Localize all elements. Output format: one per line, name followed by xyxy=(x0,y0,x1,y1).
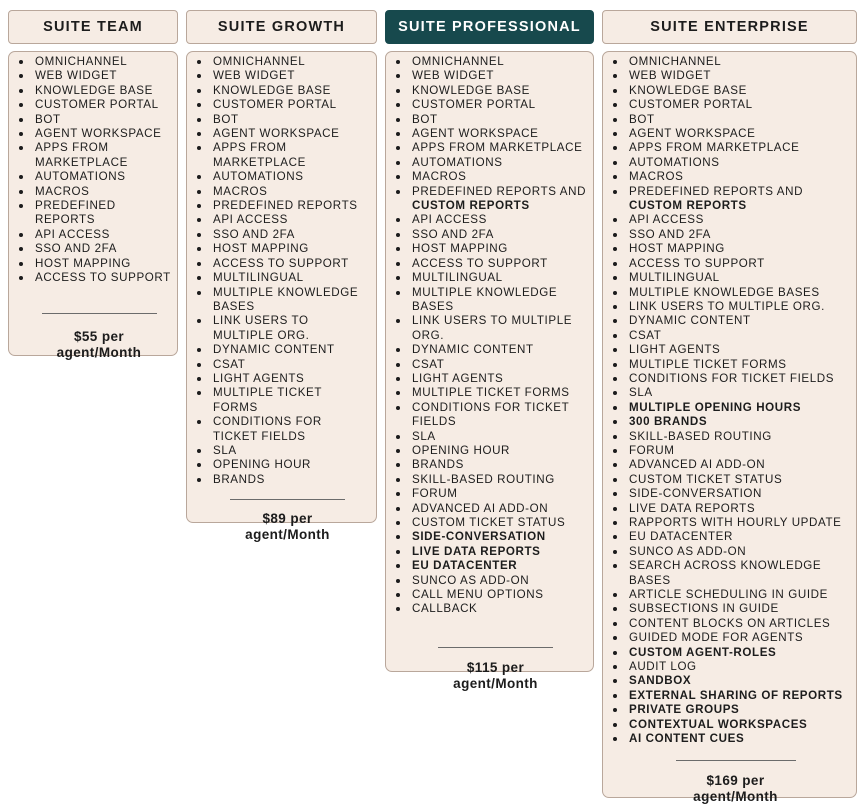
divider xyxy=(42,313,157,314)
feature-item xyxy=(404,213,587,227)
feature-label: SUNCO AS ADD-ON xyxy=(412,573,530,587)
price-amount: $115 per xyxy=(466,659,525,675)
feature-item xyxy=(621,545,850,559)
feature-label: KNOWLEDGE BASE xyxy=(35,83,153,97)
plan-title: SUITE ENTERPRISE xyxy=(602,10,857,44)
feature-item xyxy=(621,458,850,472)
divider xyxy=(230,499,345,500)
feature-item xyxy=(621,674,850,688)
feature-item xyxy=(621,732,850,746)
feature-label: DYNAMIC CONTENT xyxy=(213,343,335,357)
feature-label: LIGHT AGENTS xyxy=(412,371,504,385)
feature-item xyxy=(205,358,370,372)
feature-label: CSAT xyxy=(629,328,662,342)
feature-item xyxy=(621,372,850,386)
feature-label: OMNICHANNEL xyxy=(412,55,505,68)
price-amount: $89 per xyxy=(262,511,313,527)
feature-label-bold: CUSTOM REPORTS xyxy=(629,199,747,213)
feature-item xyxy=(404,127,587,141)
feature-item xyxy=(404,185,587,214)
feature-label: RAPPORTS WITH HOURLY UPDATE xyxy=(629,516,842,529)
feature-label: BRANDS xyxy=(213,472,265,486)
feature-item xyxy=(621,646,850,660)
feature-item xyxy=(621,444,850,458)
feature-label: EU DATACENTER xyxy=(629,530,733,544)
feature-label: EXTERNAL SHARING OF REPORTS xyxy=(629,688,843,702)
feature-item xyxy=(621,631,850,645)
feature-label: ACCESS TO SUPPORT xyxy=(412,256,548,270)
feature-item xyxy=(404,343,587,357)
feature-label: EU DATACENTER xyxy=(412,559,518,573)
feature-label: KNOWLEDGE BASE xyxy=(213,83,331,97)
feature-item xyxy=(404,55,587,69)
feature-item xyxy=(621,156,850,170)
feature-item xyxy=(27,98,171,112)
plan-suite-growth xyxy=(186,10,377,543)
feature-item xyxy=(27,69,171,83)
feature-item xyxy=(621,588,850,602)
feature-label: SANDBOX xyxy=(629,674,692,688)
price xyxy=(205,511,370,543)
feature-item xyxy=(621,502,850,516)
feature-item xyxy=(27,199,171,228)
feature-item xyxy=(621,228,850,242)
feature-label: LINK USERS TO MULTIPLE ORG. xyxy=(412,314,573,342)
feature-item xyxy=(205,343,370,357)
feature-label: MACROS xyxy=(213,184,268,198)
feature-label: OMNICHANNEL xyxy=(35,55,128,68)
feature-item xyxy=(404,257,587,271)
feature-item xyxy=(621,530,850,544)
feature-label: HOST MAPPING xyxy=(213,242,309,256)
feature-item xyxy=(404,156,587,170)
feature-label: MACROS xyxy=(412,170,467,184)
feature-label: WEB WIDGET xyxy=(629,69,711,83)
feature-list xyxy=(404,55,587,617)
feature-label: APPS FROM MARKETPLACE xyxy=(629,141,800,155)
feature-item xyxy=(621,718,850,732)
plan-card xyxy=(8,51,178,360)
feature-item xyxy=(404,271,587,285)
feature-label-bold: CUSTOM REPORTS xyxy=(412,199,530,213)
feature-item xyxy=(205,473,370,487)
feature-item xyxy=(205,213,370,227)
price-unit: agent/Month xyxy=(693,788,778,804)
feature-label: CUSTOM TICKET STATUS xyxy=(412,516,566,529)
feature-item xyxy=(27,228,171,242)
feature-item xyxy=(621,55,850,69)
feature-label: MULTILINGUAL xyxy=(213,271,304,285)
feature-item xyxy=(621,127,850,141)
feature-item xyxy=(621,660,850,674)
feature-item xyxy=(621,401,850,415)
feature-item xyxy=(621,242,850,256)
feature-item xyxy=(205,386,370,415)
feature-item xyxy=(621,559,850,588)
feature-item xyxy=(27,170,171,184)
feature-label: SLA xyxy=(412,429,436,443)
feature-list xyxy=(205,55,370,487)
feature-label: PREDEFINED REPORTS AND xyxy=(629,184,804,198)
feature-item xyxy=(404,516,587,530)
feature-item xyxy=(621,430,850,444)
feature-label: AGENT WORKSPACE xyxy=(213,127,340,141)
feature-item xyxy=(621,213,850,227)
feature-item xyxy=(27,242,171,256)
feature-label: MULTIPLE KNOWLEDGE BASES xyxy=(629,285,820,299)
feature-label: AUTOMATIONS xyxy=(35,170,126,184)
feature-item xyxy=(205,444,370,458)
feature-item xyxy=(205,415,370,444)
feature-item xyxy=(621,84,850,98)
feature-label: ACCESS TO SUPPORT xyxy=(629,256,765,270)
feature-label: WEB WIDGET xyxy=(213,69,295,83)
feature-label: SKILL-BASED ROUTING xyxy=(412,472,555,486)
price-unit: agent/Month xyxy=(453,675,538,691)
feature-label: MULTIPLE KNOWLEDGE BASES xyxy=(412,285,558,313)
feature-item xyxy=(404,602,587,616)
feature-item xyxy=(404,98,587,112)
price-amount: $55 per xyxy=(73,328,125,344)
feature-label: LINK USERS TO MULTIPLE ORG. xyxy=(629,299,825,313)
feature-label: SUBSECTIONS IN GUIDE xyxy=(629,602,779,616)
feature-label: API ACCESS xyxy=(629,213,704,227)
plan-title: SUITE GROWTH xyxy=(186,10,377,44)
feature-label: CALL MENU OPTIONS xyxy=(412,588,544,602)
price-unit: agent/Month xyxy=(56,344,142,360)
feature-label: AI CONTENT CUES xyxy=(629,732,745,746)
feature-item xyxy=(404,502,587,516)
feature-item xyxy=(404,170,587,184)
feature-label: MACROS xyxy=(629,170,684,184)
feature-item xyxy=(205,271,370,285)
feature-item xyxy=(621,415,850,429)
feature-item xyxy=(621,185,850,214)
feature-item xyxy=(404,430,587,444)
feature-label: BRANDS xyxy=(412,458,464,472)
feature-label: MULTILINGUAL xyxy=(412,271,503,285)
feature-item xyxy=(205,314,370,343)
feature-item xyxy=(404,84,587,98)
feature-label: LIGHT AGENTS xyxy=(213,371,305,385)
feature-item xyxy=(621,386,850,400)
feature-label: GUIDED MODE FOR AGENTS xyxy=(629,631,804,645)
feature-label: MULTIPLE TICKET FORMS xyxy=(412,386,570,400)
feature-item xyxy=(404,372,587,386)
feature-label: WEB WIDGET xyxy=(35,69,117,83)
plan-card xyxy=(186,51,377,543)
feature-item xyxy=(27,84,171,98)
feature-item xyxy=(205,170,370,184)
feature-item xyxy=(621,343,850,357)
feature-item xyxy=(404,487,587,501)
feature-item xyxy=(404,386,587,400)
feature-label: KNOWLEDGE BASE xyxy=(412,83,530,97)
feature-item xyxy=(27,113,171,127)
price-unit: agent/Month xyxy=(245,527,330,543)
feature-label: AUDIT LOG xyxy=(629,660,697,674)
feature-label: APPS FROM MARKETPLACE xyxy=(412,141,583,155)
feature-label: SEARCH ACROSS KNOWLEDGE BASES xyxy=(629,559,822,587)
plan-title: SUITE TEAM xyxy=(8,10,178,44)
feature-item xyxy=(205,458,370,472)
feature-item xyxy=(404,228,587,242)
feature-label: LIVE DATA REPORTS xyxy=(629,501,756,515)
feature-label: API ACCESS xyxy=(35,227,110,241)
feature-item xyxy=(404,444,587,458)
feature-item xyxy=(621,473,850,487)
feature-item xyxy=(621,300,850,314)
feature-label: CUSTOM AGENT-ROLES xyxy=(629,645,777,659)
feature-label: CONTENT BLOCKS ON ARTICLES xyxy=(629,616,831,630)
feature-item xyxy=(205,55,370,69)
price xyxy=(404,660,587,692)
feature-item xyxy=(205,185,370,199)
feature-label: OPENING HOUR xyxy=(412,443,511,457)
feature-item xyxy=(205,242,370,256)
feature-label: SSO AND 2FA xyxy=(35,242,117,256)
feature-label: BOT xyxy=(412,112,438,126)
feature-item xyxy=(621,141,850,155)
feature-label: PREDEFINED REPORTS AND xyxy=(412,184,587,198)
feature-label: HOST MAPPING xyxy=(35,256,131,270)
price-amount: $169 per xyxy=(706,772,765,788)
feature-item xyxy=(205,127,370,141)
divider xyxy=(676,760,796,761)
feature-label: CONDITIONS FOR TICKET FIELDS xyxy=(629,371,835,385)
feature-label: API ACCESS xyxy=(412,213,487,227)
feature-item xyxy=(621,271,850,285)
feature-label: AUTOMATIONS xyxy=(629,155,720,169)
feature-item xyxy=(404,401,587,430)
feature-item xyxy=(621,329,850,343)
feature-label: APPS FROM MARKETPLACE xyxy=(213,141,306,169)
feature-item xyxy=(205,372,370,386)
feature-label: AGENT WORKSPACE xyxy=(412,127,539,141)
feature-label: AUTOMATIONS xyxy=(213,170,304,184)
feature-label: DYNAMIC CONTENT xyxy=(629,314,751,328)
feature-item xyxy=(621,602,850,616)
feature-item xyxy=(205,113,370,127)
feature-label: CONDITIONS FOR TICKET FIELDS xyxy=(213,415,322,443)
feature-label: SSO AND 2FA xyxy=(629,227,711,241)
price xyxy=(27,329,171,361)
feature-label: KNOWLEDGE BASE xyxy=(629,83,747,97)
feature-label: SLA xyxy=(213,443,237,457)
feature-label: CUSTOM TICKET STATUS xyxy=(629,472,783,486)
feature-label: HOST MAPPING xyxy=(629,242,725,256)
feature-label: AUTOMATIONS xyxy=(412,155,503,169)
feature-label: HOST MAPPING xyxy=(412,242,508,256)
feature-item xyxy=(404,473,587,487)
feature-label: BOT xyxy=(35,112,61,126)
feature-label: AGENT WORKSPACE xyxy=(629,127,756,141)
feature-label: OMNICHANNEL xyxy=(629,55,722,68)
feature-label: MULTIPLE TICKET FORMS xyxy=(629,357,787,371)
plan-card xyxy=(602,51,857,804)
feature-label: SSO AND 2FA xyxy=(412,227,494,241)
feature-label: MULTIPLE OPENING HOURS xyxy=(629,400,802,414)
feature-item xyxy=(621,113,850,127)
feature-label: SSO AND 2FA xyxy=(213,227,295,241)
feature-item xyxy=(205,141,370,170)
feature-label: CONTEXTUAL WORKSPACES xyxy=(629,717,808,731)
feature-item xyxy=(404,242,587,256)
feature-item xyxy=(205,199,370,213)
feature-item xyxy=(404,545,587,559)
feature-label: AGENT WORKSPACE xyxy=(35,127,162,141)
feature-list xyxy=(621,55,850,747)
feature-item xyxy=(205,98,370,112)
feature-item xyxy=(621,689,850,703)
feature-item xyxy=(27,185,171,199)
feature-item xyxy=(27,55,171,69)
feature-label: PRIVATE GROUPS xyxy=(629,703,740,717)
feature-item xyxy=(404,141,587,155)
price xyxy=(621,773,850,805)
feature-item xyxy=(404,458,587,472)
feature-label: OPENING HOUR xyxy=(213,458,312,472)
feature-item xyxy=(621,69,850,83)
feature-item xyxy=(205,69,370,83)
feature-label: CUSTOMER PORTAL xyxy=(629,98,753,112)
feature-label: LIGHT AGENTS xyxy=(629,343,721,357)
feature-label: CONDITIONS FOR TICKET FIELDS xyxy=(412,400,570,429)
feature-label: SIDE-CONVERSATION xyxy=(412,530,546,544)
feature-item xyxy=(404,69,587,83)
feature-item xyxy=(621,257,850,271)
feature-label: FORUM xyxy=(412,487,458,501)
feature-label: MULTILINGUAL xyxy=(629,271,720,285)
feature-label: CSAT xyxy=(213,357,246,371)
feature-label: MULTIPLE KNOWLEDGE BASES xyxy=(213,285,359,313)
feature-item xyxy=(205,286,370,315)
feature-list xyxy=(27,55,171,286)
feature-label: CUSTOMER PORTAL xyxy=(213,98,337,112)
feature-item xyxy=(621,617,850,631)
feature-item xyxy=(404,358,587,372)
feature-item xyxy=(621,358,850,372)
feature-label: BOT xyxy=(629,112,655,126)
feature-item xyxy=(27,141,171,170)
feature-label: BOT xyxy=(213,112,239,126)
feature-label: LIVE DATA REPORTS xyxy=(412,544,541,558)
feature-item xyxy=(404,530,587,544)
feature-item xyxy=(205,84,370,98)
plan-suite-professional xyxy=(385,10,594,691)
feature-label: ARTICLE SCHEDULING IN GUIDE xyxy=(629,588,828,602)
feature-label: WEB WIDGET xyxy=(412,69,494,83)
feature-label: ADVANCED AI ADD-ON xyxy=(412,501,549,515)
feature-label: CUSTOMER PORTAL xyxy=(35,98,159,112)
feature-label: APPS FROM MARKETPLACE xyxy=(35,141,128,169)
feature-item xyxy=(621,98,850,112)
feature-label: FORUM xyxy=(629,443,675,457)
feature-item xyxy=(404,286,587,315)
plan-title: SUITE PROFESSIONAL xyxy=(385,10,594,44)
plan-suite-team xyxy=(8,10,178,360)
feature-item xyxy=(621,703,850,717)
feature-item xyxy=(404,574,587,588)
feature-label: SIDE-CONVERSATION xyxy=(629,487,763,501)
feature-label: 300 BRANDS xyxy=(629,415,708,429)
feature-label: SLA xyxy=(629,386,653,400)
feature-item xyxy=(404,314,587,343)
feature-label: API ACCESS xyxy=(213,213,288,227)
feature-item xyxy=(621,314,850,328)
feature-item xyxy=(404,588,587,602)
divider xyxy=(438,647,553,648)
feature-label: ACCESS TO SUPPORT xyxy=(213,256,349,270)
feature-label: PREDEFINED REPORTS xyxy=(213,199,358,213)
feature-label: ADVANCED AI ADD-ON xyxy=(629,458,766,472)
feature-label: MULTIPLE TICKET FORMS xyxy=(213,386,322,414)
feature-label: PREDEFINED REPORTS xyxy=(35,199,116,227)
feature-item xyxy=(621,487,850,501)
feature-item xyxy=(621,286,850,300)
feature-label: SKILL-BASED ROUTING xyxy=(629,429,772,443)
feature-label: SUNCO AS ADD-ON xyxy=(629,544,747,558)
plan-suite-enterprise xyxy=(602,10,857,804)
feature-label: CUSTOMER PORTAL xyxy=(412,98,536,112)
feature-item xyxy=(621,516,850,530)
feature-label: DYNAMIC CONTENT xyxy=(412,343,534,357)
plan-card xyxy=(385,51,594,691)
feature-item xyxy=(27,271,171,285)
feature-item xyxy=(404,559,587,573)
feature-item xyxy=(205,228,370,242)
feature-label: MACROS xyxy=(35,184,90,198)
feature-label: LINK USERS TO MULTIPLE ORG. xyxy=(213,314,310,342)
feature-label: OMNICHANNEL xyxy=(213,55,306,68)
feature-item xyxy=(205,257,370,271)
feature-label: ACCESS TO SUPPORT xyxy=(35,271,171,285)
feature-label: CSAT xyxy=(412,357,445,371)
feature-label: CALLBACK xyxy=(412,602,478,616)
feature-item xyxy=(404,113,587,127)
feature-item xyxy=(621,170,850,184)
feature-item xyxy=(27,257,171,271)
feature-item xyxy=(27,127,171,141)
